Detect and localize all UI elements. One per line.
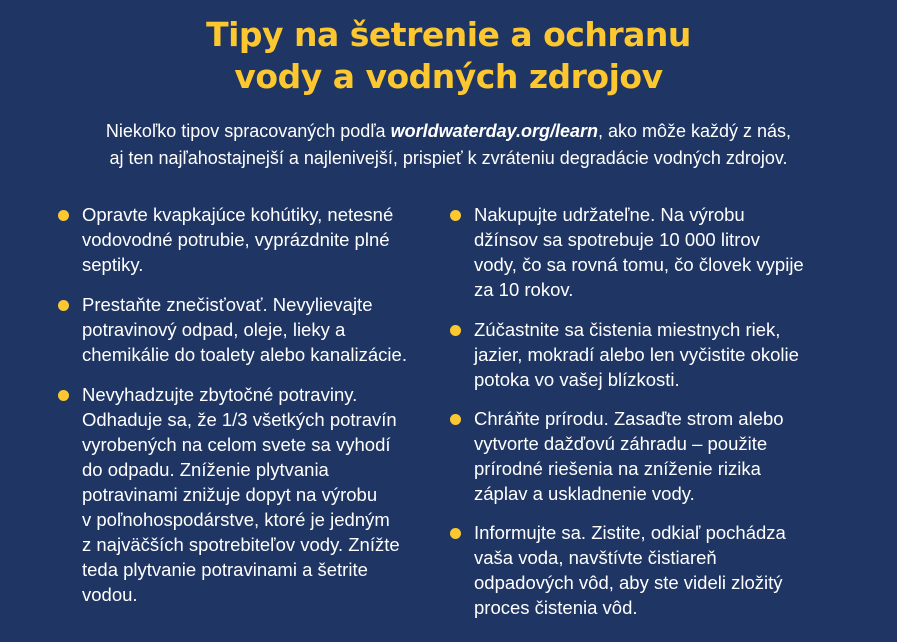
intro-tail: , ako môže každý z nás, [597,121,792,141]
intro-text [0,118,897,172]
tip-fix-leaks [58,202,403,277]
tip-line: proces čistenia vôd. [474,597,638,618]
tip-line: Chráňte prírodu. Zasaďte strom alebo [474,408,784,429]
tips-left-column [58,202,407,607]
bullet-icon [450,414,461,425]
tip-line: do odpadu. Zníženie plytvania [82,459,329,480]
intro-line-2: aj ten najľahostajnejší a najlenivejší, prispieť k zvráteniu degradácie vodných zdrojov. [109,148,788,168]
tip-line: odpadových vôd, aby ste videli zložitý [474,572,783,593]
tip-line: Informujte sa. Zistite, odkiaľ pochádza [474,522,786,543]
tip-food-waste [58,382,403,607]
intro-lead: Niekoľko tipov spracovaných podľa [105,121,391,141]
tip-line: Opravte kvapkajúce kohútiky, netesné [82,204,394,225]
intro-line-1 [0,118,897,145]
tip-line: vyrobených na celom svete sa vyhodí [82,434,391,455]
bullet-icon [450,210,461,221]
bullet-icon [450,528,461,539]
tip-buy-sustainably [450,202,850,302]
tip-line: vody, čo sa rovná tomu, čo človek vypije [474,254,804,275]
tip-line: Prestaňte znečisťovať. Nevylievajte [82,294,373,315]
tip-line: džínsov sa spotrebuje 10 000 litrov [474,229,760,250]
title-line-2: vody a vodných zdrojov [234,57,663,96]
bullet-icon [58,210,69,221]
tip-line: vodou. [82,584,138,605]
page-title [0,14,897,98]
tips-right-column [450,202,850,620]
bullet-icon [58,300,69,311]
tip-protect-nature [450,406,850,506]
tip-line: Zúčastnite sa čistenia miestnych riek, [474,319,781,340]
bullet-icon [450,325,461,336]
tip-line: z najväčších spotrebiteľov vody. Znížte [82,534,400,555]
tip-line: vytvorte dažďovú záhradu – použite [474,433,768,454]
tip-line: septiky. [82,254,144,275]
tip-line: Nakupujte udržateľne. Na výrobu [474,204,745,225]
bullet-icon [58,390,69,401]
tip-line: záplav a uskladnenie vody. [474,483,695,504]
source-link: worldwaterday.org/learn [390,121,598,141]
tip-line: za 10 rokov. [474,279,574,300]
tip-line: potravinami znižuje dopyt na výrobu [82,484,378,505]
tip-line: chemikálie do toalety alebo kanalizácie. [82,344,407,365]
tip-line: vaša voda, navštívte čistiareň [474,547,717,568]
tip-line: vodovodné potrubie, vyprázdnite plné [82,229,390,250]
tip-river-cleanup [450,317,850,392]
title-line-1: Tipy na šetrenie a ochranu [206,15,691,54]
tip-line: prírodné riešenia na zníženie rizika [474,458,761,479]
tip-line: potoka vo vašej blízkosti. [474,369,680,390]
tip-stop-polluting [58,292,407,367]
tip-line: v poľnohospodárstve, ktoré je jedným [82,509,390,530]
tip-line: potravinový odpad, oleje, lieky a [82,319,346,340]
tip-line: Nevyhadzujte zbytočné potraviny. [82,384,358,405]
tip-line: Odhaduje sa, že 1/3 všetkých potravín [82,409,397,430]
tip-line: teda plytvanie potravinami a šetrite [82,559,368,580]
tip-line: jazier, mokradí alebo len vyčistite okolie [474,344,799,365]
tip-get-informed [450,520,850,620]
